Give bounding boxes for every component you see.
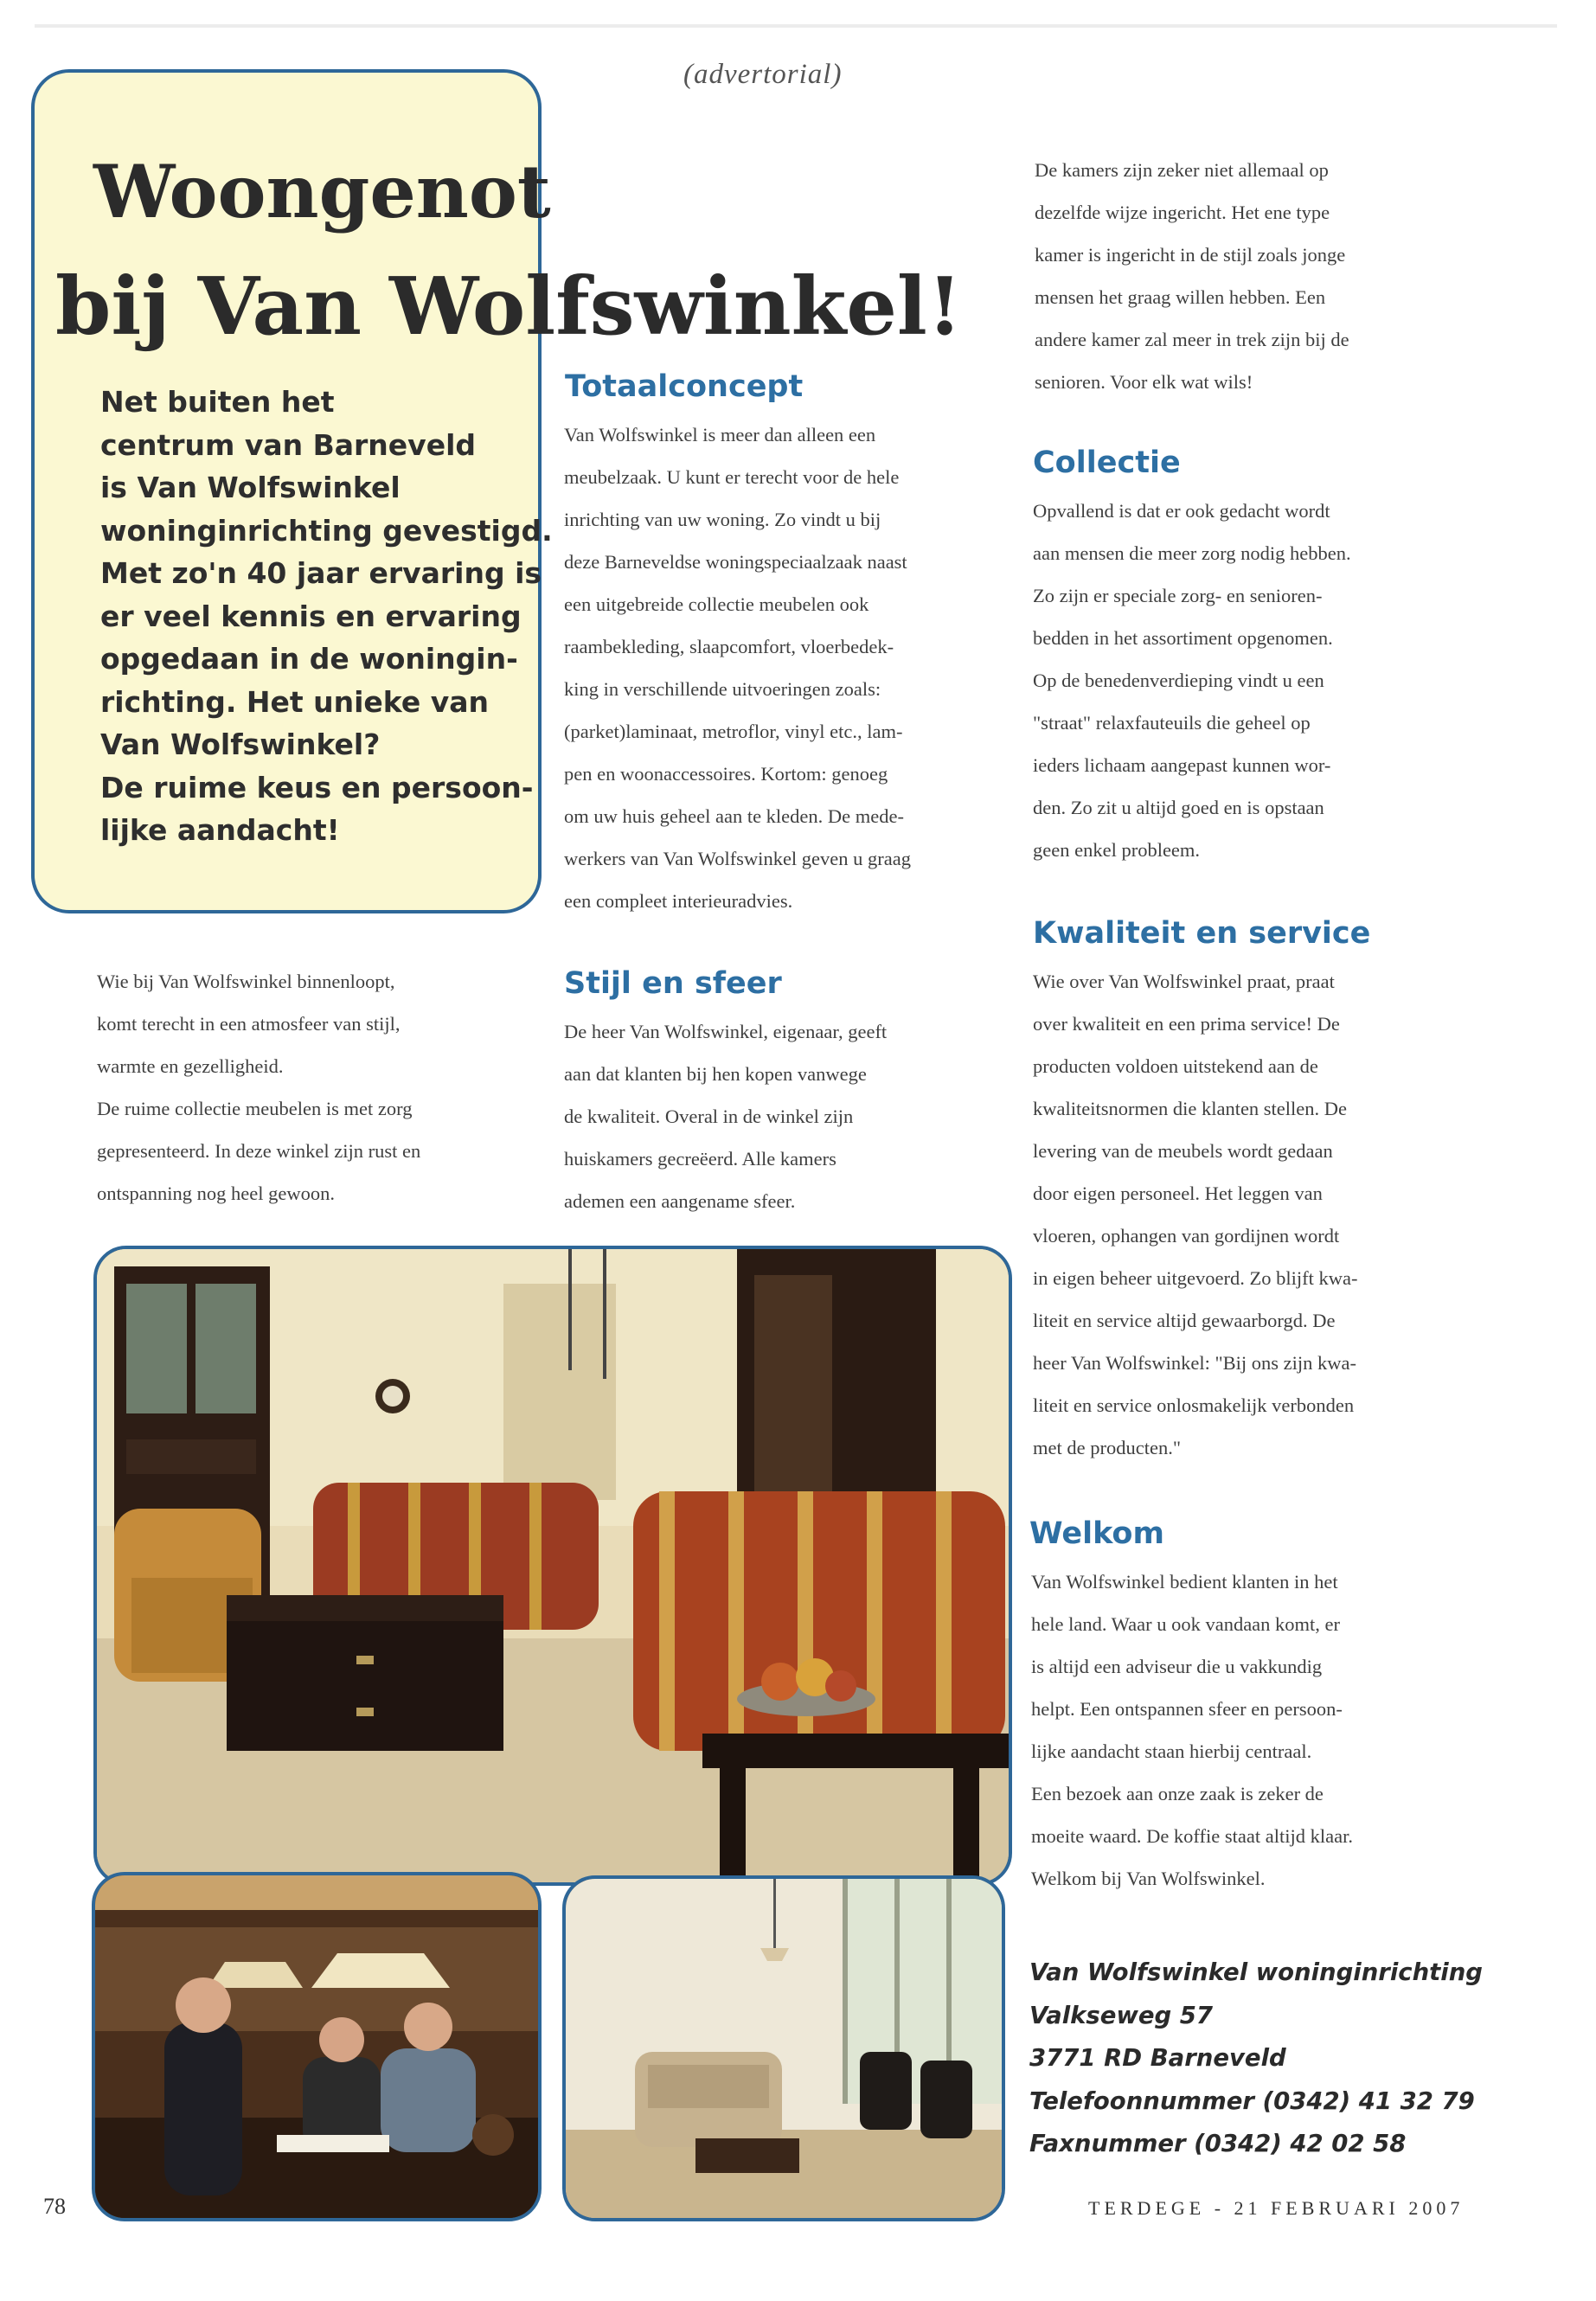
address-street: Valkseweg 57 xyxy=(1029,2001,1214,2029)
text-line: kamer is ingericht in de stijl zoals jonge xyxy=(1035,244,1346,266)
intro-lead-line: opgedaan in de woningin- xyxy=(100,642,518,676)
text-line: mensen het graag willen hebben. Een xyxy=(1035,286,1326,308)
text-line: een compleet interieuradvies. xyxy=(564,890,793,912)
publication-footer: TERDEGE - 21 FEBRUARI 2007 xyxy=(1088,2197,1465,2219)
intro-lead-line: is Van Wolfswinkel xyxy=(100,471,401,504)
intro-lead-line: centrum van Barneveld xyxy=(100,427,477,462)
text-line: andere kamer zal meer in trek zijn bij de xyxy=(1035,329,1349,350)
text-line: senioren. Voor elk wat wils! xyxy=(1035,371,1253,393)
text-line: liteit en service onlosmakelijk verbonden xyxy=(1033,1394,1355,1416)
intro-lead-line: er veel kennis en ervaring xyxy=(100,599,522,633)
text-line: ademen een aangename sfeer. xyxy=(564,1190,796,1212)
text-line: De ruime collectie meubelen is met zorg xyxy=(97,1098,413,1119)
advertorial-label: (advertorial) xyxy=(683,59,843,90)
text-line: geen enkel probleem. xyxy=(1033,839,1201,861)
intro-lead-line: lijke aandacht! xyxy=(100,813,340,847)
text-line: Van Wolfswinkel bedient klanten in het xyxy=(1031,1571,1338,1593)
text-line: Welkom bij Van Wolfswinkel. xyxy=(1031,1868,1266,1889)
intro-lead-line: woninginrichting gevestigd. xyxy=(100,513,553,548)
top-rule xyxy=(35,24,1557,28)
intro-lead xyxy=(100,381,553,852)
paragraph-kamers xyxy=(1035,149,1349,403)
text-line: De heer Van Wolfswinkel, eigenaar, geeft xyxy=(564,1021,888,1042)
showroom-photo xyxy=(562,1875,1005,2221)
address-city: 3771 RD Barneveld xyxy=(1029,2044,1286,2072)
meeting-photo xyxy=(92,1872,542,2221)
text-line: inrichting van uw woning. Zo vindt u bij xyxy=(564,509,881,530)
text-line: Zo zijn er speciale zorg- en senioren- xyxy=(1033,585,1323,606)
address-block xyxy=(1029,1952,1483,2166)
text-line: king in verschillende uitvoeringen zoals: xyxy=(564,678,881,700)
text-line: deze Barneveldse woningspeciaalzaak naast xyxy=(564,551,907,573)
paragraph-totaalconcept xyxy=(564,413,911,922)
page-number: 78 xyxy=(43,2194,66,2219)
text-line: aan mensen die meer zorg nodig hebben. xyxy=(1033,542,1351,564)
text-line: kwaliteitsnormen die klanten stellen. De xyxy=(1033,1098,1348,1119)
text-line: aan dat klanten bij hen kopen vanwege xyxy=(564,1063,867,1085)
text-line: Van Wolfswinkel is meer dan alleen een xyxy=(564,424,876,445)
text-line: hele land. Waar u ook vandaan komt, er xyxy=(1031,1613,1341,1635)
text-line: huiskamers gecreëerd. Alle kamers xyxy=(564,1148,836,1170)
text-line: den. Zo zit u altijd goed en is opstaan xyxy=(1033,797,1324,818)
address-fax: Faxnummer (0342) 42 02 58 xyxy=(1029,2130,1407,2157)
text-line: gepresenteerd. In deze winkel zijn rust en xyxy=(97,1140,421,1162)
heading-totaalconcept: Totaalconcept xyxy=(565,369,804,404)
text-line: Wie over Van Wolfswinkel praat, praat xyxy=(1033,971,1335,992)
showroom-illustration xyxy=(566,1879,1002,2218)
heading-collectie: Collectie xyxy=(1033,445,1181,480)
text-line: om uw huis geheel aan te kleden. De mede- xyxy=(564,805,904,827)
heading-kwaliteit-en-service: Kwaliteit en service xyxy=(1033,916,1371,951)
text-line: ontspanning nog heel gewoon. xyxy=(97,1183,335,1204)
address-company: Van Wolfswinkel woninginrichting xyxy=(1029,1958,1483,1986)
text-line: een uitgebreide collectie meubelen ook xyxy=(564,593,869,615)
intro-lead-line: Met zo'n 40 jaar ervaring is xyxy=(100,556,542,590)
text-line: pen en woonaccessoires. Kortom: genoeg xyxy=(564,763,888,785)
text-line: moeite waard. De koffie staat altijd klaar. xyxy=(1031,1825,1353,1847)
text-line: is altijd een adviseur die u vakkundig xyxy=(1031,1656,1323,1677)
text-line: Wie bij Van Wolfswinkel binnenloopt, xyxy=(97,971,395,992)
text-line: raambekleding, slaapcomfort, vloerbedek- xyxy=(564,636,894,657)
text-line: dezelfde wijze ingericht. Het ene type xyxy=(1035,202,1330,223)
text-line: producten voldoen uitstekend aan de xyxy=(1033,1055,1318,1077)
text-line: warmte en gezelligheid. xyxy=(97,1055,284,1077)
text-line: "straat" relaxfauteuils die geheel op xyxy=(1033,712,1311,734)
address-phone: Telefoonnummer (0342) 41 32 79 xyxy=(1029,2086,1475,2115)
text-line: over kwaliteit en een prima service! De xyxy=(1033,1013,1340,1035)
text-line: komt terecht in een atmosfeer van stijl, xyxy=(97,1013,401,1035)
text-line: met de producten." xyxy=(1033,1437,1182,1458)
paragraph-stijl-en-sfeer xyxy=(564,1010,887,1222)
heading-stijl-en-sfeer: Stijl en sfeer xyxy=(564,966,782,1001)
text-line: heer Van Wolfswinkel: "Bij ons zijn kwa- xyxy=(1033,1352,1356,1374)
text-line: (parket)laminaat, metroflor, vinyl etc., lam- xyxy=(564,721,903,742)
article-title-line1: Woongenot xyxy=(93,149,551,234)
text-line: De kamers zijn zeker niet allemaal op xyxy=(1035,159,1329,181)
meeting-illustration xyxy=(95,1875,538,2218)
intro-lead-line: Net buiten het xyxy=(100,385,335,419)
intro-lead-line: richting. Het unieke van xyxy=(100,684,490,719)
text-line: bedden in het assortiment opgenomen. xyxy=(1033,627,1333,649)
text-line: ieders lichaam aangepast kunnen wor- xyxy=(1033,754,1331,776)
intro-lead-line: Van Wolfswinkel? xyxy=(100,727,381,761)
paragraph-kwaliteit-en-service xyxy=(1033,960,1358,1469)
text-line: door eigen personeel. Het leggen van xyxy=(1033,1183,1323,1204)
text-line: de kwaliteit. Overal in de winkel zijn xyxy=(564,1106,854,1127)
text-line: in eigen beheer uitgevoerd. Zo blijft kwa- xyxy=(1033,1267,1358,1289)
paragraph-collectie xyxy=(1033,490,1351,871)
article-title-line2: bij Van Wolfswinkel! xyxy=(55,260,963,353)
text-line: Opvallend is dat er ook gedacht wordt xyxy=(1033,500,1330,522)
paragraph-welkom xyxy=(1031,1561,1353,1900)
text-line: Een bezoek aan onze zaak is zeker de xyxy=(1031,1783,1324,1804)
text-line: werkers van Van Wolfswinkel geven u graag xyxy=(564,848,911,869)
text-line: levering van de meubels wordt gedaan xyxy=(1033,1140,1333,1162)
heading-welkom: Welkom xyxy=(1029,1516,1164,1551)
text-line: vloeren, ophangen van gordijnen wordt xyxy=(1033,1225,1340,1247)
text-line: lijke aandacht staan hierbij centraal. xyxy=(1031,1740,1312,1762)
living-room-photo xyxy=(93,1246,1012,1886)
text-line: liteit en service altijd gewaarborgd. De xyxy=(1033,1310,1336,1331)
living-room-illustration xyxy=(97,1249,1009,1882)
text-line: helpt. Een ontspannen sfeer en persoon- xyxy=(1031,1698,1343,1720)
intro-lead-line: De ruime keus en persoon- xyxy=(100,770,534,804)
text-line: Op de benedenverdieping vindt u een xyxy=(1033,670,1324,691)
column1-intro-paragraph xyxy=(97,960,420,1215)
text-line: meubelzaak. U kunt er terecht voor de hele xyxy=(564,466,900,488)
